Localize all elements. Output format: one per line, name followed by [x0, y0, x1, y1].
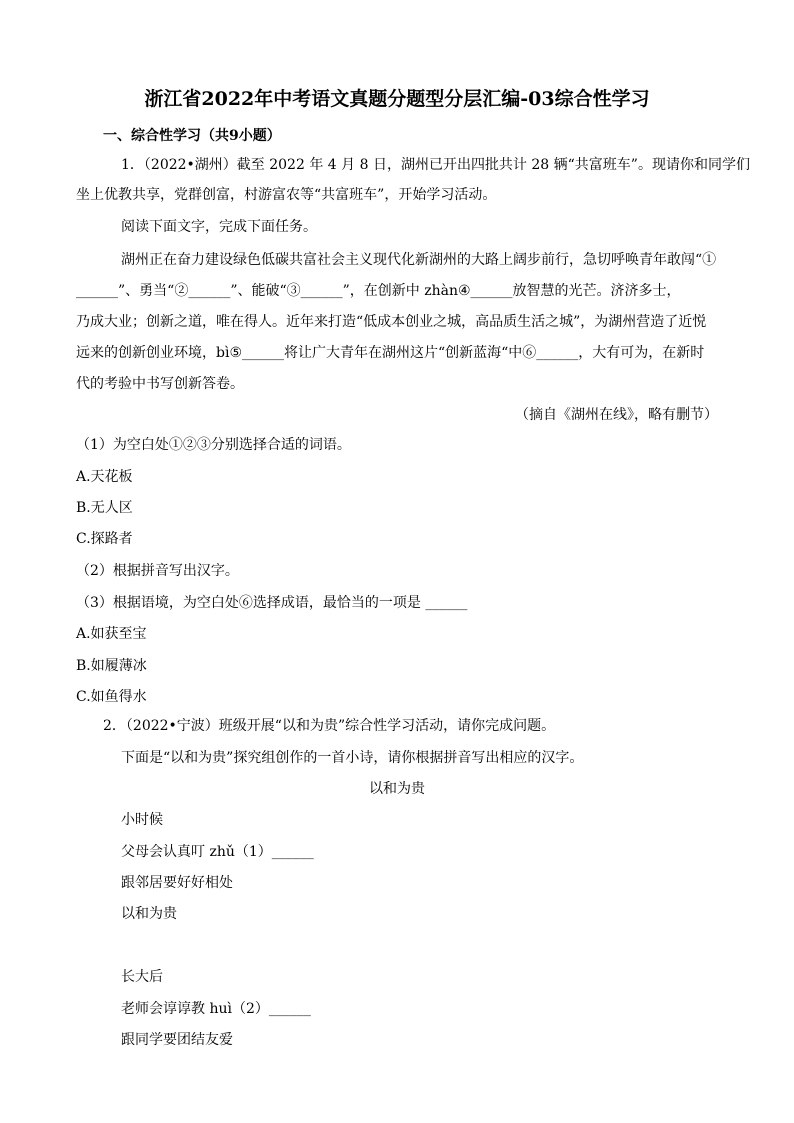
q2-intro: 2．（2022•宁波）班级开展“以和为贵”综合性学习活动，请你完成问题。: [103, 718, 556, 734]
poem-line: 以和为贵: [121, 906, 177, 922]
poem-line: 跟同学要团结友爱: [121, 1032, 233, 1048]
q1-sub3: （3）根据语境，为空白处⑥选择成语，最恰当的一项是 ______: [76, 595, 468, 611]
q1-sub1-option-a: A.天花板: [76, 469, 133, 485]
q1-sub1-option-b: B.无人区: [76, 500, 133, 516]
poem-line: 小时候: [121, 812, 163, 828]
q1-passage-line3: 乃成大业；创新之道，唯在得人。近年来打造“低成本创业之城，高品质生活之城”，为湖州营造了近悦: [76, 314, 707, 330]
q1-sub3-option-b: B.如履薄冰: [76, 658, 147, 674]
section-heading: 一、综合性学习（共9小题）: [103, 128, 281, 144]
q1-passage-line4: 远来的创新创业环境，bì⑤______将让广大青年在湖州这片“创新蓝海“中⑥______，大有可为，在新时: [76, 345, 705, 361]
q1-passage-line5: 代的考验中书写创新答卷。: [76, 376, 244, 392]
q1-sub1: （1）为空白处①②③分别选择合适的词语。: [76, 437, 351, 453]
poem-line: 老师会谆谆教 huì（2）______: [121, 1001, 311, 1017]
q1-passage-line2: ______”、勇当“②______”、能破“③______”，在创新中 zhàn④______放智慧的光芒。济济多士，: [76, 283, 681, 299]
poem-line: 父母会认真叮 zhǔ（1）______: [121, 844, 314, 860]
poem-line: 长大后: [121, 969, 163, 985]
q1-sub1-option-c: C.探路者: [76, 531, 133, 547]
poem-line: 跟邻居要好好相处: [121, 875, 233, 891]
q1-intro-line2: 坐上优教共享，党群创富，村游富农等“共富班车”，开始学习活动。: [76, 187, 497, 203]
document-title: 浙江省2022年中考语文真题分题型分层汇编-03综合性学习: [144, 88, 650, 110]
poem-title: 以和为贵: [369, 781, 425, 797]
q1-read-instruction: 阅读下面文字，完成下面任务。: [121, 219, 317, 235]
q1-source: （摘自《湖州在线》，略有删节）: [515, 407, 718, 423]
q1-sub3-option-c: C.如鱼得水: [76, 689, 147, 705]
q1-sub3-option-a: A.如获至宝: [76, 626, 147, 642]
q1-passage-line1: 湖州正在奋力建设绿色低碳共富社会主义现代化新湖州的大路上阔步前行，急切呼唤青年敢闯“①: [121, 252, 717, 268]
q1-sub2: （2）根据拼音写出汉字。: [76, 563, 239, 579]
q2-instruction: 下面是“以和为贵”探究组创作的一首小诗，请你根据拼音写出相应的汉字。: [121, 750, 584, 766]
q1-intro-line1: 1．（2022•湖州）截至 2022 年 4 月 8 日，湖州已开出四批共计 28 辆“共富班车”。现请你和同学们: [121, 157, 750, 173]
